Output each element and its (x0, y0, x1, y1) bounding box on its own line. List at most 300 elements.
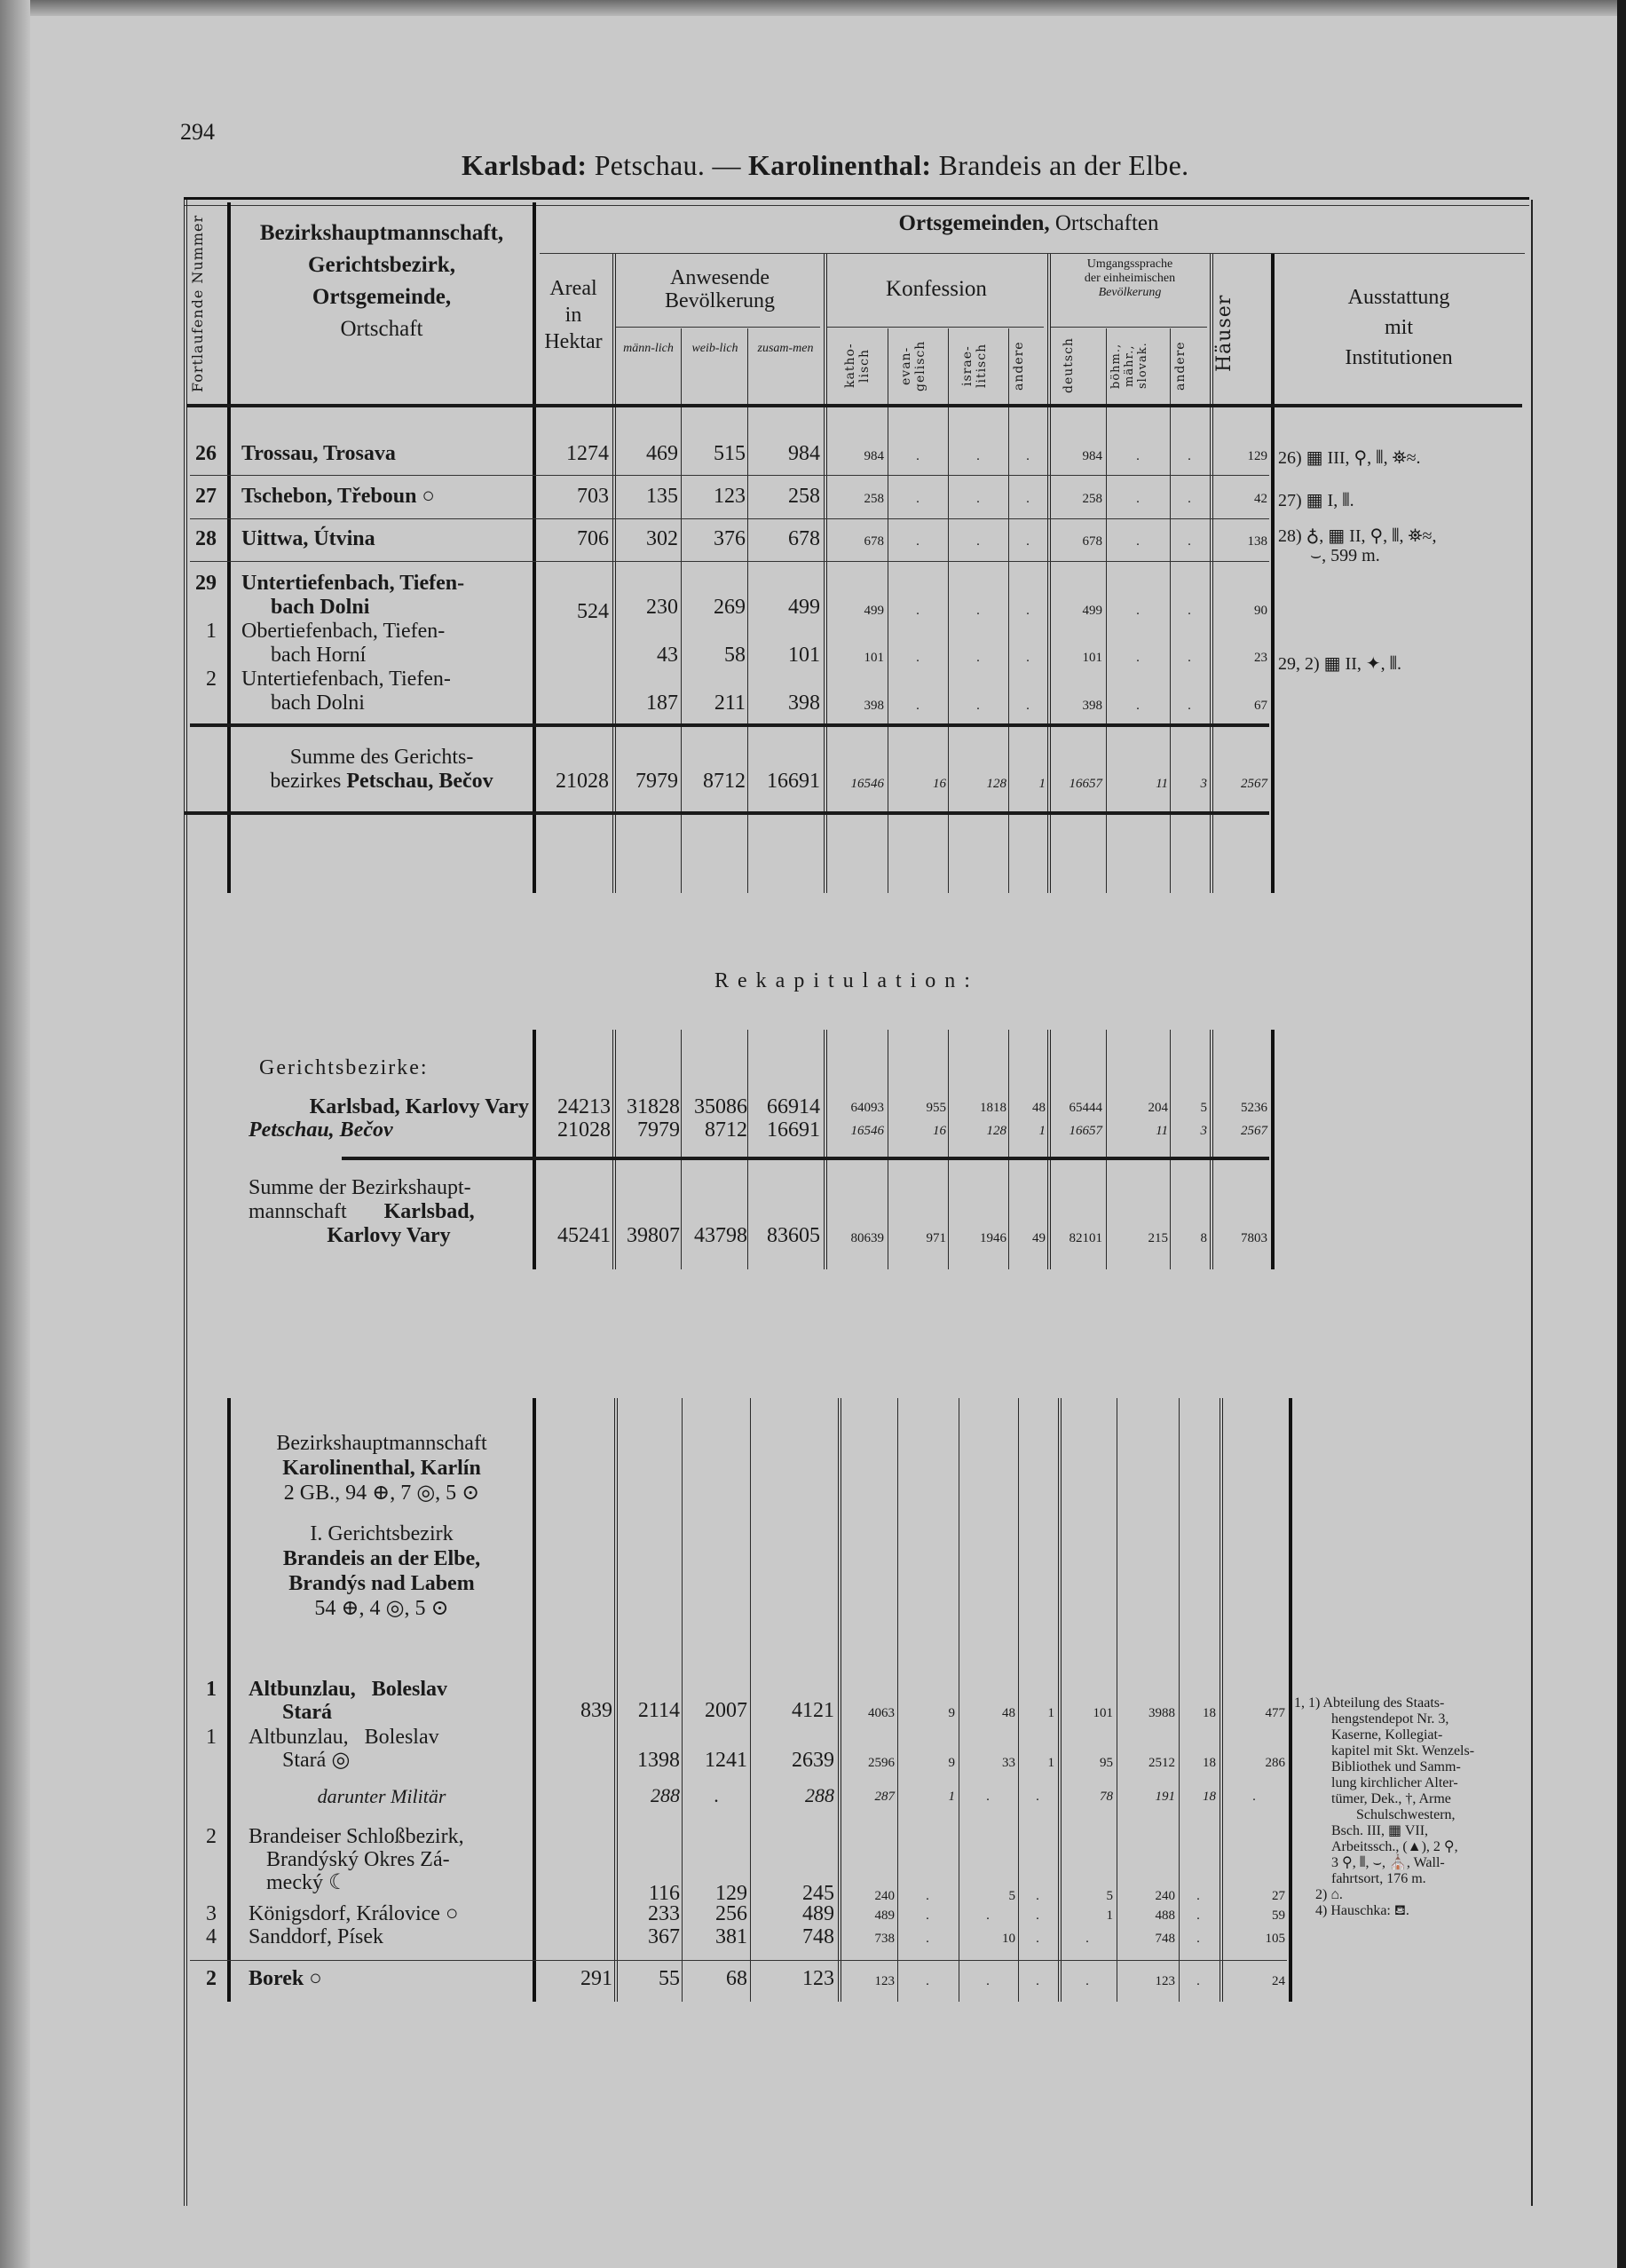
header-weiblich: weib-lich (691, 342, 738, 355)
cell-maennlich: 187 (646, 691, 678, 715)
note-line: fahrtsort, 176 m. (1331, 1871, 1426, 1886)
cell-evangelisch: 9 (948, 1756, 955, 1770)
header-name-line-1: Bezirkshauptmannschaft, (259, 221, 504, 245)
gb-name: Brandeis an der Elbe, (282, 1547, 481, 1570)
cell-sprache-andere: . (1188, 651, 1191, 665)
cell-weiblich: 123 (714, 485, 746, 508)
cell-boehmisch: . (1136, 651, 1140, 665)
bh-summary: 2 GB., 94 ⊕, 7 ◎, 5 ⊙ (283, 1482, 480, 1505)
section-divider (185, 811, 1269, 815)
header-name-line-2: Gerichtsbezirk, (308, 253, 455, 277)
cell-katholisch: 678 (864, 534, 884, 549)
cell-maennlich: 31828 (627, 1095, 680, 1118)
cell-konf-andere: . (1026, 651, 1030, 665)
cell-israelitisch: 128 (986, 1124, 1006, 1138)
row-number: 27 (195, 485, 217, 508)
cell-boehmisch: 488 (1155, 1908, 1175, 1923)
cell-areal: 706 (577, 527, 609, 550)
row-number: 1 (206, 1726, 217, 1749)
note-line: lung kirchlicher Alter- (1331, 1775, 1458, 1790)
row-name: Altbunzlau, Boleslav (249, 1726, 439, 1749)
row-name-continued: bach Dolni (271, 596, 370, 619)
cell-haeuser: 24 (1272, 1974, 1285, 1988)
cell-zusammen: 984 (788, 442, 820, 465)
header-zusammen: zusam-men (757, 342, 814, 355)
section-divider (190, 723, 1269, 727)
row-name: Altbunzlau, Boleslav (249, 1678, 448, 1701)
note-line: Schulschwestern, (1356, 1807, 1456, 1822)
cell-weiblich: 256 (715, 1902, 747, 1925)
cell-zusammen: 16691 (767, 1118, 820, 1142)
note-line: kapitel mit Skt. Wenzels- (1331, 1743, 1475, 1758)
gb-name-czech: Brandýs nad Labem (288, 1572, 475, 1595)
cell-haeuser: 59 (1272, 1908, 1285, 1923)
summary-label-line-1: Summe des Gerichts- (289, 746, 474, 769)
cell-haeuser: 286 (1265, 1756, 1285, 1770)
cell-sprache-andere: 3 (1200, 1124, 1207, 1138)
header-sprache-line-1: Umgangssprache (1086, 257, 1173, 271)
note-line: 4) Hauschka: ⛾. (1315, 1903, 1409, 1918)
header-areal-line-3: Hektar (544, 330, 603, 353)
cell-zusammen: 66914 (767, 1095, 820, 1118)
recap-summary-line-2 (249, 1200, 529, 1224)
header-name-column (233, 217, 531, 345)
scan-edge-top (0, 0, 1626, 16)
cell-deutsch: 65444 (1069, 1101, 1102, 1115)
cell-katholisch: 489 (874, 1908, 895, 1923)
page-header (462, 149, 1188, 182)
header-areal-line-2: in (564, 304, 582, 327)
cell-maennlich: 1398 (637, 1749, 680, 1772)
header-group-title-rest: Ortschaften (1049, 211, 1159, 235)
cell-weiblich: 211 (714, 691, 746, 715)
cell-zusammen: 258 (788, 485, 820, 508)
cell-haeuser: 27 (1272, 1889, 1285, 1903)
cell-zusammen: 288 (805, 1784, 834, 1806)
cell-haeuser: 2567 (1241, 1124, 1267, 1138)
cell-areal: 703 (577, 485, 609, 508)
cell-evangelisch: . (916, 604, 920, 618)
cell-katholisch: 738 (874, 1932, 895, 1946)
note-line: Kaserne, Kollegiat- (1331, 1727, 1443, 1742)
row-number: 29 (195, 572, 217, 595)
row-divider (190, 561, 1269, 562)
note-line: Bsch. III, ▦ VII, (1331, 1823, 1429, 1838)
cell-katholisch: 240 (874, 1889, 895, 1903)
cell-israelitisch: . (986, 1790, 990, 1804)
cell-boehmisch: . (1136, 604, 1140, 618)
row-name-continued-2: mecký ☾ (266, 1871, 348, 1894)
rekapitulation-title: R e k a p i t u l a t i o n : (714, 969, 972, 992)
cell-weiblich: 58 (724, 644, 746, 667)
cell-areal: 291 (580, 1967, 612, 1990)
cell-maennlich: 7979 (635, 770, 678, 793)
row-number: 28 (195, 527, 217, 550)
cell-areal: 21028 (557, 1118, 611, 1142)
gb-label: I. Gerichtsbezirk (310, 1522, 454, 1545)
header-haeuser: Häuser (1213, 294, 1235, 372)
row-divider (190, 475, 1269, 476)
row-divider (190, 518, 1269, 519)
cell-deutsch: 95 (1100, 1756, 1113, 1770)
header-group-title (536, 211, 1521, 237)
header-areal-line-1: Areal (549, 277, 597, 300)
cell-zusammen: 2639 (792, 1749, 834, 1772)
cell-maennlich: 135 (646, 485, 678, 508)
note-line: 2) ⌂. (1315, 1887, 1343, 1902)
cell-deutsch: 984 (1082, 449, 1102, 463)
cell-maennlich: 302 (646, 527, 678, 550)
cell-boehmisch: 240 (1155, 1889, 1175, 1903)
cell-areal: 1274 (566, 442, 609, 465)
header-katholisch: katho-lisch (843, 343, 872, 389)
note-line: 1, 1) Abteilung des Staats- (1294, 1695, 1445, 1711)
scan-edge-right (1617, 0, 1626, 2268)
cell-sprache-andere: . (1196, 1908, 1200, 1923)
row-number: 26 (195, 442, 217, 465)
recap-subtitle: Gerichtsbezirke: (259, 1056, 429, 1079)
cell-deutsch: 101 (1093, 1706, 1113, 1720)
cell-konf-andere: 1 (1038, 777, 1046, 791)
row-name: Borek ○ (249, 1967, 322, 1990)
cell-weiblich: 35086 (694, 1095, 747, 1118)
bh-name: Karolinenthal, Karlín (282, 1457, 481, 1480)
header-ausstattung-line-1: Ausstattung (1347, 286, 1450, 309)
cell-boehmisch: . (1136, 449, 1140, 463)
header-court-1: Petschau. — (587, 149, 749, 181)
cell-katholisch: 16546 (850, 1124, 884, 1138)
summary-label-line-2 (233, 770, 531, 794)
cell-konf-andere: . (1026, 699, 1030, 713)
cell-evangelisch: 955 (926, 1101, 946, 1115)
header-israelitisch: israe-litisch (960, 343, 989, 389)
cell-konf-andere: 49 (1032, 1231, 1046, 1245)
row-name: Uittwa, Útvina (241, 527, 375, 550)
cell-zusammen: 83605 (767, 1224, 820, 1247)
cell-konf-andere: 48 (1032, 1101, 1046, 1115)
header-district-2: Karolinenthal: (748, 149, 932, 181)
cell-haeuser: 7803 (1241, 1231, 1267, 1245)
cell-sprache-andere: 18 (1203, 1706, 1216, 1720)
cell-israelitisch: 128 (986, 777, 1006, 791)
cell-konf-andere: . (1026, 534, 1030, 549)
cell-deutsch: . (1085, 1974, 1089, 1988)
cell-deutsch: 78 (1100, 1790, 1113, 1804)
recap-row-name: Karlsbad, Karlovy Vary (309, 1095, 529, 1118)
cell-ausstattung: 29, 2) ▦ II, ✦, ⫴. (1278, 654, 1402, 674)
cell-boehmisch: 11 (1156, 1124, 1168, 1138)
cell-sprache-andere: . (1188, 699, 1191, 713)
header-name-line-4: Ortschaft (340, 317, 423, 341)
header-maennlich: männ-lich (623, 342, 674, 355)
cell-weiblich: 43798 (694, 1224, 747, 1247)
cell-weiblich: 381 (715, 1925, 747, 1948)
cell-boehmisch: . (1136, 534, 1140, 549)
recap-summary-line-3: Karlovy Vary (327, 1224, 451, 1247)
cell-katholisch: 64093 (850, 1101, 884, 1115)
header-bevoelkerung (616, 266, 824, 312)
bh-label: Bezirkshauptmannschaft (276, 1432, 487, 1455)
cell-evangelisch: . (926, 1889, 929, 1903)
cell-israelitisch: . (986, 1908, 990, 1923)
cell-evangelisch: 1 (948, 1790, 955, 1804)
note-line: Bibliothek und Samm- (1331, 1759, 1461, 1774)
row-name: Untertiefenbach, Tiefen- (241, 668, 451, 691)
cell-konf-andere: . (1036, 1974, 1039, 1988)
cell-israelitisch: . (976, 492, 980, 506)
note-line: tümer, Dek., †, Arme (1331, 1791, 1451, 1806)
cell-katholisch: 398 (864, 699, 884, 713)
cell-boehmisch: . (1136, 492, 1140, 506)
row-name-continued: Brandýský Okres Zá- (266, 1848, 450, 1871)
cell-sprache-andere: . (1188, 492, 1191, 506)
header-group-title-bold: Ortsgemeinden, (898, 211, 1050, 235)
cell-areal: 524 (577, 600, 609, 623)
cell-weiblich: 376 (714, 527, 746, 550)
cell-weiblich: 68 (726, 1967, 747, 1990)
cell-israelitisch: 10 (1002, 1932, 1015, 1946)
cell-maennlich: 39807 (627, 1224, 680, 1247)
cell-evangelisch: 16 (933, 1124, 946, 1138)
cell-israelitisch: . (976, 651, 980, 665)
cell-zusammen: 4121 (792, 1699, 834, 1722)
row-number: 2 (206, 1967, 217, 1990)
row-name: Tschebon, Třeboun ○ (241, 485, 435, 508)
cell-haeuser: 42 (1254, 492, 1267, 506)
header-name-line-3: Ortsgemeinde, (312, 285, 452, 309)
cell-haeuser: 138 (1247, 534, 1267, 549)
cell-konf-andere: 1 (1038, 1124, 1046, 1138)
cell-deutsch: 82101 (1069, 1231, 1102, 1245)
cell-israelitisch: 1818 (980, 1101, 1006, 1115)
header-court-2: Brandeis an der Elbe. (931, 149, 1189, 181)
row-number: 3 (206, 1902, 217, 1925)
header-sprache-andere: andere (1173, 341, 1188, 391)
cell-katholisch: 80639 (850, 1231, 884, 1245)
cell-haeuser: 129 (1247, 449, 1267, 463)
cell-katholisch: 287 (874, 1790, 895, 1804)
cell-sprache-andere: 5 (1200, 1101, 1207, 1115)
cell-zusammen: 245 (802, 1882, 834, 1905)
scan-edge-left (0, 0, 30, 2268)
header-sprache-line-3: Bevölkerung (1098, 286, 1162, 299)
row-name: darunter Militär (317, 1785, 446, 1807)
header-ausstattung-line-2: mit (1384, 316, 1413, 339)
cell-konf-andere: . (1036, 1908, 1039, 1923)
cell-maennlich: 230 (646, 596, 678, 619)
cell-sprache-andere: . (1188, 449, 1191, 463)
cell-katholisch: 123 (874, 1974, 895, 1988)
cell-haeuser: . (1252, 1790, 1256, 1804)
cell-israelitisch: . (976, 604, 980, 618)
cell-boehmisch: 191 (1155, 1790, 1175, 1804)
cell-evangelisch: . (926, 1908, 929, 1923)
cell-evangelisch: . (926, 1974, 929, 1988)
row-name: Brandeiser Schloßbezirk, (249, 1825, 464, 1848)
recap-summary-bold: Karlsbad, (383, 1200, 475, 1223)
cell-ausstattung (1278, 526, 1527, 565)
header-deutsch: deutsch (1062, 337, 1076, 394)
cell-maennlich: 7979 (637, 1118, 680, 1142)
karolinenthal-block (233, 1431, 531, 1621)
cell-sprache-andere: 8 (1200, 1231, 1207, 1245)
cell-haeuser: 67 (1254, 699, 1267, 713)
cell-deutsch: 5 (1106, 1889, 1113, 1903)
cell-weiblich: 269 (714, 596, 746, 619)
cell-israelitisch: 48 (1002, 1706, 1015, 1720)
cell-zusammen: 16691 (767, 770, 820, 793)
gb-summary: 54 ⊕, 4 ◎, 5 ⊙ (314, 1597, 449, 1620)
cell-weiblich: 2007 (705, 1699, 747, 1722)
header-umgangssprache (1051, 257, 1209, 300)
cell-katholisch: 16546 (850, 777, 884, 791)
header-sprache-line-2: der einheimischen (1084, 272, 1176, 285)
cell-weiblich: 515 (714, 442, 746, 465)
cell-evangelisch: . (916, 449, 920, 463)
cell-konf-andere: . (1036, 1790, 1039, 1804)
cell-weiblich: 129 (715, 1882, 747, 1905)
cell-areal: 839 (580, 1699, 612, 1722)
header-boehm-maehr-slovak: böhm., mähr., slovak. (1109, 342, 1149, 390)
cell-konf-andere: . (1026, 492, 1030, 506)
header-bevoelkerung-line-2: Bevölkerung (665, 289, 775, 312)
cell-zusammen: 123 (802, 1967, 834, 1990)
cell-boehmisch: 11 (1156, 777, 1168, 791)
cell-israelitisch: . (976, 534, 980, 549)
note-line-2: ⌣, 599 m. (1310, 546, 1380, 565)
header-konf-andere: andere (1012, 341, 1026, 391)
row-number: 1 (206, 1678, 217, 1701)
cell-haeuser: 2567 (1241, 777, 1267, 791)
summary-label-prefix: bezirkes (270, 770, 347, 793)
cell-konf-andere: 1 (1047, 1756, 1054, 1770)
cell-maennlich: 55 (659, 1967, 680, 1990)
cell-ausstattung: 27) ▦ I, ⫴. (1278, 491, 1354, 510)
row-name: Trossau, Trosava (241, 442, 396, 465)
cell-deutsch: 678 (1082, 534, 1102, 549)
summary-label-bold: Petschau, Bečov (346, 770, 493, 793)
header-district-1: Karlsbad: (462, 149, 588, 181)
recap-summary-line-1: Summe der Bezirkshaupt- (249, 1176, 471, 1199)
header-ausstattung-line-3: Institutionen (1345, 346, 1453, 369)
cell-sprache-andere: . (1196, 1889, 1200, 1903)
cell-israelitisch: 33 (1002, 1756, 1015, 1770)
row-name-continued: bach Dolni (271, 691, 365, 715)
row-name-continued: Stará (282, 1701, 332, 1724)
cell-maennlich: 367 (648, 1925, 680, 1948)
cell-evangelisch: 16 (933, 777, 946, 791)
header-evangelisch: evan-gelisch (899, 340, 927, 391)
cell-sprache-andere: . (1188, 534, 1191, 549)
cell-evangelisch: . (926, 1932, 929, 1946)
row-number: 2 (206, 1825, 217, 1848)
cell-deutsch: 16657 (1069, 777, 1102, 791)
cell-konf-andere: 1 (1047, 1706, 1054, 1720)
cell-haeuser: 105 (1265, 1932, 1285, 1946)
cell-evangelisch: . (916, 651, 920, 665)
cell-israelitisch: . (986, 1974, 990, 1988)
cell-boehmisch: 3988 (1148, 1706, 1175, 1720)
cell-deutsch: 499 (1082, 604, 1102, 618)
header-konfession: Konfession (886, 277, 987, 301)
cell-boehmisch: 215 (1148, 1231, 1168, 1245)
header-bevoelkerung-line-1: Anwesende (670, 266, 770, 289)
cell-evangelisch: 9 (948, 1706, 955, 1720)
cell-maennlich: 288 (651, 1784, 680, 1806)
cell-zusammen: 398 (788, 691, 820, 715)
cell-maennlich: 469 (646, 442, 678, 465)
cell-sprache-andere: . (1188, 604, 1191, 618)
cell-konf-andere: . (1036, 1932, 1039, 1946)
cell-katholisch: 499 (864, 604, 884, 618)
cell-israelitisch: . (976, 699, 980, 713)
cell-areal: 45241 (557, 1224, 611, 1247)
cell-evangelisch: . (916, 492, 920, 506)
cell-katholisch: 101 (864, 651, 884, 665)
cell-boehmisch: 123 (1155, 1974, 1175, 1988)
cell-katholisch: 4063 (868, 1706, 895, 1720)
cell-deutsch: 101 (1082, 651, 1102, 665)
cell-haeuser: 23 (1254, 651, 1267, 665)
cell-haeuser: 90 (1254, 604, 1267, 618)
cell-areal: 24213 (557, 1095, 611, 1118)
recap-row-name: Petschau, Bečov (249, 1118, 393, 1142)
note-line: 3 ⚲, ⫴, ⌣, ⛪, Wall- (1331, 1855, 1445, 1870)
cell-sprache-andere: . (1196, 1932, 1200, 1946)
cell-sprache-andere: . (1196, 1974, 1200, 1988)
cell-maennlich: 2114 (637, 1699, 680, 1722)
cell-haeuser: 5236 (1241, 1101, 1267, 1115)
cell-sprache-andere: 18 (1203, 1756, 1216, 1770)
cell-katholisch: 2596 (868, 1756, 895, 1770)
page-number: 294 (180, 119, 215, 145)
cell-areal: 21028 (556, 770, 609, 793)
cell-evangelisch: 971 (926, 1231, 946, 1245)
cell-maennlich: 116 (648, 1882, 680, 1905)
cell-sprache-andere: 3 (1200, 777, 1207, 791)
cell-weiblich: 1241 (705, 1749, 747, 1772)
note-line: hengstendepot Nr. 3, (1331, 1711, 1449, 1727)
cell-evangelisch: . (916, 534, 920, 549)
header-fortlaufende-nummer: Fortlaufende Nummer (189, 214, 206, 393)
row-name: Königsdorf, Královice ○ (249, 1902, 459, 1925)
cell-deutsch: 398 (1082, 699, 1102, 713)
cell-boehmisch: 204 (1148, 1101, 1168, 1115)
cell-zusammen: 489 (802, 1902, 834, 1925)
header-areal (534, 275, 612, 355)
cell-deutsch: 16657 (1069, 1124, 1102, 1138)
cell-maennlich: 43 (657, 644, 678, 667)
cell-zusammen: 748 (802, 1925, 834, 1948)
cell-maennlich: 233 (648, 1902, 680, 1925)
row-name: Obertiefenbach, Tiefen- (241, 620, 446, 643)
cell-israelitisch: 5 (1008, 1889, 1015, 1903)
cell-katholisch: 258 (864, 492, 884, 506)
cell-katholisch: 984 (864, 449, 884, 463)
row-name: Untertiefenbach, Tiefen- (241, 572, 465, 595)
cell-konf-andere: . (1026, 604, 1030, 618)
cell-zusammen: 499 (788, 596, 820, 619)
ausstattung-notes-brandeis (1294, 1695, 1516, 1919)
cell-boehmisch: 2512 (1148, 1756, 1175, 1770)
row-number: 1 (206, 620, 217, 643)
cell-evangelisch: . (916, 699, 920, 713)
cell-weiblich: . (714, 1784, 719, 1806)
cell-deutsch: . (1085, 1932, 1089, 1946)
row-name-continued: bach Horní (271, 644, 367, 667)
row-name: Sanddorf, Písek (249, 1925, 383, 1948)
cell-boehmisch: . (1136, 699, 1140, 713)
